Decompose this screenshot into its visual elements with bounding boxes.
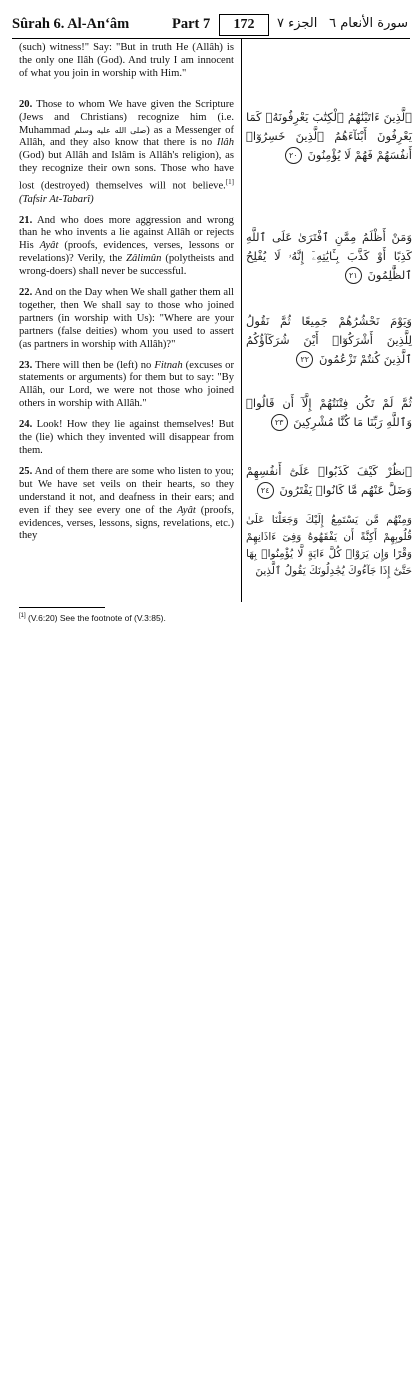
footnote-text: (V.6:20) See the footnote of (V.3:85).	[28, 613, 166, 623]
footnote-divider	[19, 607, 105, 608]
continued-verse: (such) witness!" Say: "But in truth He (Allâh) is the only one Ilâh (God). And truly I am innocent of what you join in worship with Him."	[19, 42, 234, 79]
footnote	[19, 613, 319, 623]
surah-title: Sûrah 6. Al-An‘âm	[12, 16, 130, 32]
arabic-verse-21: وَمَنْ أَظْلَمُ مِمَّنِ ٱفْتَرَىٰ عَلَى ٱللَّهِ كَذِبًا أَوْ كَذَّبَ بِـَٔايَٰتِهِۦٓ إِنَّهُۥ لَا يُفْلِحُ ٱلظَّٰلِمُونَ ٢١	[246, 230, 412, 282]
surah-title-arabic: سورة الأنعام ٦	[329, 16, 408, 31]
verse-number-marker: ٢٠	[285, 147, 302, 164]
column-divider	[241, 39, 242, 602]
verse-23-translation: 23. There will then be (left) no Fitnah (excuses or statements or arguments) for them but to say: "By Allâh, our Lord, we were not those who joined others in worship with Allâh."	[19, 359, 234, 410]
juz-label-arabic: الجزء ٧	[277, 16, 318, 31]
arabic-verse-23: ثُمَّ لَمْ تَكُن فِتْنَتُهُمْ إِلَّآ أَن قَالُوا۟ وَٱللَّهِ رَبِّنَا مَا كُنَّا مُشْرِكِينَ ٢٣	[246, 396, 412, 429]
verse-number-marker: ٢٣	[271, 414, 288, 431]
verse-number-marker: ٢١	[345, 267, 362, 284]
arabic-verse-22: وَيَوْمَ نَحْشُرُهُمْ جَمِيعًا ثُمَّ نَقُولُ لِلَّذِينَ أَشْرَكُوٓا۟ أَيْنَ شُرَكَآؤُكُمُ ٱلَّذِينَ كُنتُمْ تَزْعُمُونَ ٢٢	[246, 314, 412, 366]
footnote-marker: [1]	[225, 178, 234, 187]
arabic-verse-24: ٱنظُرْ كَيْفَ كَذَبُوا۟ عَلَىٰٓ أَنفُسِهِمْ وَضَلَّ عَنْهُم مَّا كَانُوا۟ يَفْتَرُونَ ٢٤	[246, 464, 412, 497]
verse-25-translation: 25. And of them there are some who listen to you; but We have set veils on their hearts, so they understand it not, and deafness in their ears; and even if they see every one of the Ayât (proofs, evidences, verses, lessons, signs, revelations, etc.) they	[19, 465, 234, 542]
verse-number-marker: ٢٢	[296, 351, 313, 368]
arabic-verse-20: ٱلَّذِينَ ءَاتَيْنَٰهُمُ ٱلْكِتَٰبَ يَعْرِفُونَهُۥ كَمَا يَعْرِفُونَ أَبْنَآءَهُمُ ٱلَّذِينَ خَسِرُوٓا۟ أَنفُسَهُمْ فَهُمْ لَا يُؤْمِنُونَ ٢٠	[246, 110, 412, 162]
page-number: 172	[219, 14, 269, 36]
arabic-verse-25: وَمِنْهُم مَّن يَسْتَمِعُ إِلَيْكَ وَجَعَلْنَا عَلَىٰ قُلُوبِهِمْ أَكِنَّةً أَن يَفْقَهُوهُ وَفِىٓ ءَاذَانِهِمْ وَقْرًا وَإِن يَرَوْا۟ كُلَّ ءَايَةٍ لَّا يُؤْمِنُوا۟ بِهَا حَتَّىٰٓ إِذَا جَآءُوكَ يُجَٰدِلُونَكَ يَقُولُ ٱلَّذِينَ	[246, 514, 412, 577]
verse-number-marker: ٢٤	[257, 482, 274, 499]
footnote-number: [1]	[19, 613, 26, 620]
verse-21-translation: 21. And who does more aggression and wrong than he who invents a lie against Allâh or rejects His Ayât (proofs, evidences, verses, lessons or revelations)? Verily, the Zâlimûn (polytheists and wrong-doers) shall never be successful.	[19, 214, 234, 278]
page-header	[12, 14, 410, 38]
verse-22-translation: 22. And on the Day when We shall gather them all together, then We shall say to those who joined partners (in worship with Us): "Where are your partners (false deities) whom you used to assert (as partners in worship with Allâh)?"	[19, 287, 234, 350]
english-translation-column	[19, 42, 234, 551]
part-label: Part 7	[172, 16, 211, 32]
salawat-text: صلى الله عليه وسلم	[74, 125, 147, 135]
header-divider	[12, 38, 410, 39]
verse-20-translation: 20. Those to whom We have given the Scripture (Jews and Christians) recognize him (i.e. Muhammad صلى الله عليه وسلم) as a Messenger of Allâh, and they also know that there is no Ilâh (God) but Allâh and Islâm is Allâh's religion), as they recognize their own sons. Those who have lost (destroyed) themselves will not believe.[1] (Tafsir At-Tabarî)	[19, 98, 234, 205]
verse-24-translation: 24. Look! How they lie against themselves! But the (lie) which they invented will disappear from them.	[19, 419, 234, 456]
